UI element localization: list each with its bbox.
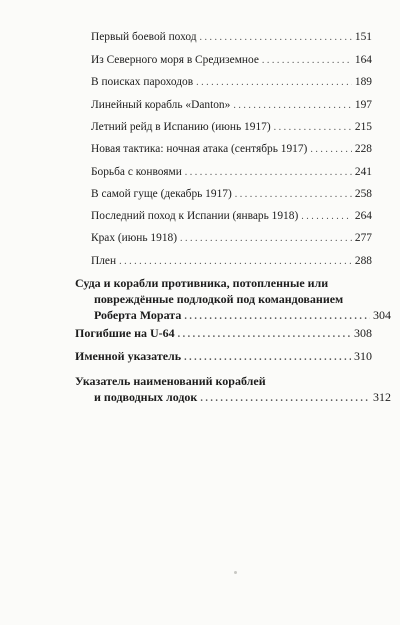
toc-main-entry-title: Роберта Мората — [94, 308, 182, 322]
leader-dots — [310, 143, 352, 157]
toc-entry-page: 241 — [354, 166, 372, 178]
leader-dots — [184, 351, 351, 365]
leader-dots — [180, 232, 352, 246]
toc-entry-page: 264 — [354, 210, 372, 222]
toc-main-entry-title: Погибшие на U-64 — [75, 326, 175, 340]
toc-entry-title: Из Северного моря в Средиземное — [91, 54, 259, 66]
toc-entry-page: 277 — [354, 232, 372, 244]
toc-main-entry-title: Суда и корабли противника, потопленные или — [75, 276, 329, 290]
toc-entry-title: В самой гуще (декабрь 1917) — [91, 188, 232, 200]
toc-entry-title: Последний поход к Испании (январь 1918) — [91, 210, 299, 222]
toc-entry — [91, 120, 372, 135]
toc-main-entry-title: и подводных лодок — [94, 390, 198, 404]
leader-dots — [274, 121, 352, 135]
toc-entry-title: Первый боевой поход — [91, 31, 197, 43]
toc-entry-title: Новая тактика: ночная атака (сентябрь 1917) — [91, 143, 308, 155]
toc-entry-title: Крах (июнь 1918) — [91, 232, 178, 244]
toc-entry-title: Линейный корабль «Danton» — [91, 99, 231, 111]
toc-main-entry-title: Именной указатель — [75, 349, 182, 363]
toc-entry-page: 258 — [354, 188, 372, 200]
leader-dots — [119, 255, 352, 269]
toc-entry-page: 288 — [354, 255, 372, 267]
toc-entry-title: В поисках пароходов — [91, 76, 194, 88]
toc-entry-title: Борьба с конвоями — [91, 166, 182, 178]
toc-entry — [91, 165, 372, 180]
toc-entry-title: Плен — [91, 255, 117, 267]
leader-dots — [196, 76, 352, 90]
toc-entry-page: 164 — [354, 54, 372, 66]
paper-speck — [234, 571, 237, 574]
toc-entry — [91, 209, 372, 224]
leader-dots — [178, 328, 351, 342]
toc-entry — [91, 98, 372, 113]
toc-entry — [91, 53, 372, 68]
toc-main-entry — [75, 373, 391, 407]
toc-entry — [91, 142, 372, 157]
toc-entry — [91, 254, 372, 269]
leader-dots — [200, 31, 352, 45]
toc-entry-page: 312 — [373, 390, 391, 404]
leader-dots — [262, 54, 352, 68]
leader-dots — [185, 166, 352, 180]
toc-entry-page: 215 — [354, 121, 372, 133]
toc-entry — [91, 75, 372, 90]
leader-dots — [200, 391, 370, 407]
toc-main-entry-title: Указатель наименований кораблей — [75, 374, 266, 388]
toc-main-entry — [75, 275, 391, 325]
toc-entry-page: 310 — [354, 349, 372, 363]
toc-main-entry — [75, 326, 372, 342]
toc-entry-page: 197 — [354, 99, 372, 111]
toc-entry-page: 151 — [354, 31, 372, 43]
toc-main-entry — [75, 349, 372, 365]
leader-dots — [235, 188, 352, 202]
toc-entry-page: 228 — [354, 143, 372, 155]
leader-dots — [233, 99, 352, 113]
toc-entry — [91, 187, 372, 202]
leader-dots — [301, 210, 352, 224]
leader-dots — [184, 309, 370, 325]
toc-entry-page: 304 — [373, 308, 391, 322]
toc-entry — [91, 30, 372, 45]
toc-entry-page: 308 — [354, 326, 372, 340]
toc-main-entry-title: повреждённые подлодкой под командованием — [94, 292, 344, 306]
toc-entry-title: Летний рейд в Испанию (июнь 1917) — [91, 121, 271, 133]
toc-entry-page: 189 — [354, 76, 372, 88]
toc-entry — [91, 231, 372, 246]
